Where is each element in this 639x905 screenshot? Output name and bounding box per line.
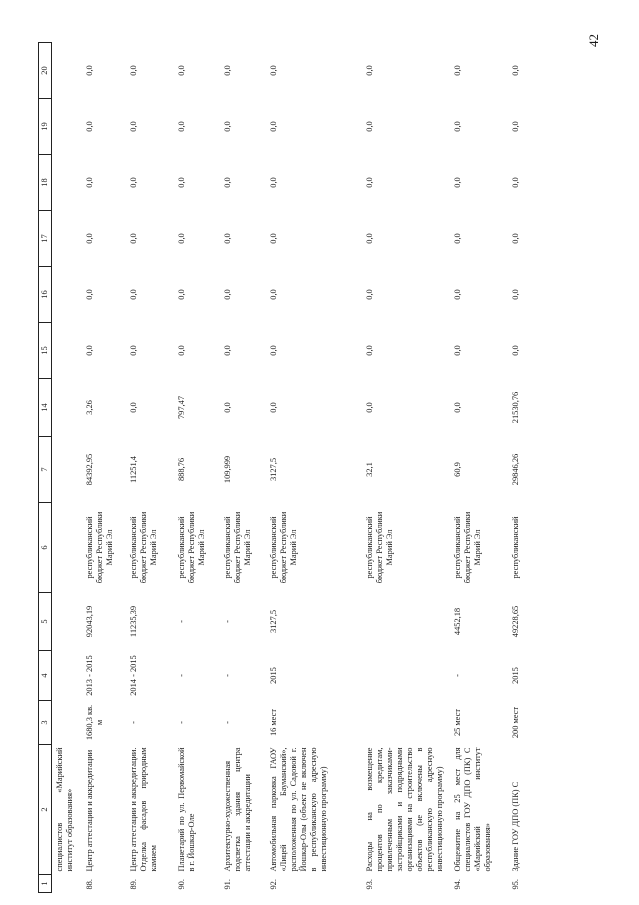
table-cell: 0,0: [223, 233, 232, 244]
table-cell: -: [223, 674, 232, 677]
table-cell: 0,0: [223, 65, 232, 76]
table-cell: республиканский бюджет Республики Марий Эл: [223, 511, 252, 584]
table-cell: республиканский бюджет Республики Марий Эл: [177, 511, 206, 584]
table-cell: 0,0: [511, 289, 520, 300]
table-cell: Расходы на возмещение процентов по кредитам, привлеченным заказчиками-застройщиками и подрядными организациями на строительство объектов (не включены в республиканскую адресную инвестиционную программу): [365, 747, 444, 872]
table-cell: 0,0: [511, 177, 520, 188]
table-cell: 0,0: [269, 177, 278, 188]
table-cell: [52, 323, 83, 379]
table-cell: [52, 99, 83, 155]
table-cell: республиканский бюджет Республики Марий Эл: [365, 511, 394, 584]
table-cell: 0,0: [85, 65, 94, 76]
table-cell: [52, 593, 83, 651]
table-cell: 93.: [365, 879, 374, 890]
table-cell: 0,0: [511, 121, 520, 132]
table-cell: 0,0: [223, 177, 232, 188]
table-cell: 0,0: [177, 233, 186, 244]
table-cell: 92043,19: [85, 605, 94, 638]
table-cell: 0,0: [223, 345, 232, 356]
table-cell: 0,0: [365, 121, 374, 132]
table-cell: 0,0: [453, 402, 462, 413]
table-cell: 0,0: [129, 233, 138, 244]
table-cell: 0,0: [365, 65, 374, 76]
column-header: 5: [39, 593, 52, 651]
table-cell: 0,0: [223, 121, 232, 132]
table-cell: 797,47: [177, 395, 186, 420]
table-cell: 21530,76: [511, 391, 520, 424]
table-cell: [362, 651, 450, 701]
table-cell: 3127,5: [269, 457, 278, 482]
table-cell: [52, 437, 83, 503]
table-cell: 0,0: [453, 177, 462, 188]
table-cell: 0,0: [365, 345, 374, 356]
table-cell: республиканский бюджет Республики Марий Эл: [85, 511, 114, 584]
table-cell: 29846,26: [511, 453, 520, 486]
table-cell: 91.: [223, 879, 232, 890]
table-cell: 0,0: [223, 289, 232, 300]
table-cell: 32,1: [365, 462, 374, 477]
column-header: 17: [39, 211, 52, 267]
table-cell: 4452,18: [453, 607, 462, 636]
table-cell: Центр аттестации и аккредитации: [85, 749, 94, 872]
table-row: [174, 43, 220, 893]
table-cell: 0,0: [511, 233, 520, 244]
table-cell: 0,0: [453, 233, 462, 244]
table-cell: 92.: [269, 879, 278, 890]
table-cell: 0,0: [365, 233, 374, 244]
table-cell: 3127,5: [269, 609, 278, 634]
table-cell: 0,0: [223, 402, 232, 413]
table-cell: 60,9: [453, 462, 462, 477]
table-cell: 90.: [177, 879, 186, 890]
column-header: 14: [39, 379, 52, 437]
page-number: 42: [586, 34, 601, 47]
table-cell: 0,0: [269, 289, 278, 300]
table-cell: 0,0: [85, 289, 94, 300]
table-cell: [52, 155, 83, 211]
column-header: 19: [39, 99, 52, 155]
table-cell: 0,0: [129, 289, 138, 300]
table-cell: 0,0: [453, 65, 462, 76]
table-cell: 84392,95: [85, 453, 94, 486]
column-header: 6: [39, 503, 52, 593]
table-cell: 0,0: [177, 345, 186, 356]
table-cell: -: [453, 674, 462, 677]
table-cell: 0,0: [85, 345, 94, 356]
table-row: [220, 43, 266, 893]
table-cell: республиканский: [511, 516, 520, 579]
table-cell: [52, 651, 83, 701]
table-cell: -: [129, 721, 138, 724]
table-row: [126, 43, 174, 893]
table-cell: Здание ГОУ ДПО (ПК) С: [511, 781, 520, 872]
table-cell: 11251,4: [129, 456, 138, 483]
table-cell: 0,0: [177, 121, 186, 132]
table-cell: 0,0: [85, 233, 94, 244]
table-cell: 0,0: [85, 177, 94, 188]
column-header: 2: [39, 745, 52, 875]
table-cell: [362, 593, 450, 651]
table-cell: 95.: [511, 879, 520, 890]
table-row: [266, 43, 362, 893]
table-cell: республиканский бюджет Республики Марий Эл: [453, 511, 482, 584]
table-cell: 25 мест: [453, 708, 462, 737]
table-cell: [362, 701, 450, 745]
table-cell: 2015: [269, 667, 278, 684]
column-header: 15: [39, 323, 52, 379]
table-cell: 89.: [129, 879, 138, 890]
table-cell: Автомобильная парковка ГАОУ «Лицей Бауманский», расположенная по ул. Садовой г. Йошкар-Олы (объект не включен в республиканскую адресную инвестиционную программу): [269, 747, 328, 872]
table-cell: специалистов «Марийский институт образования»: [55, 747, 74, 872]
table-cell: [52, 379, 83, 437]
table-cell: [52, 701, 83, 745]
table-cell: -: [177, 674, 186, 677]
column-header: 4: [39, 651, 52, 701]
table-row: [362, 43, 450, 893]
table-cell: 200 мест: [511, 706, 520, 739]
table-cell: [52, 503, 83, 593]
table-cell: Архитектурно-художественная подсветка здания центра аттестации и аккредитации: [223, 747, 252, 872]
table-cell: 2015: [511, 667, 520, 684]
table-cell: 0,0: [129, 345, 138, 356]
table-cell: 3,26: [85, 400, 94, 415]
table-cell: 16 мест: [269, 708, 278, 737]
table-cell: 0,0: [453, 121, 462, 132]
table-cell: 0,0: [365, 402, 374, 413]
table-row: [450, 43, 508, 893]
table-row: [52, 43, 83, 893]
table-cell: 0,0: [269, 345, 278, 356]
table-body: [39, 43, 531, 893]
table-cell: [52, 43, 83, 99]
table-cell: -: [223, 721, 232, 724]
table-cell: 109,999: [223, 455, 232, 484]
table-cell: Планетарий по ул. Первомайской в г. Йошкар-Оле: [177, 747, 196, 872]
table-cell: -: [177, 620, 186, 623]
table-cell: республиканский бюджет Республики Марий Эл: [269, 511, 298, 584]
table-row: [82, 43, 126, 893]
table-cell: 888,76: [177, 457, 186, 482]
table-cell: 0,0: [177, 177, 186, 188]
column-header: 16: [39, 267, 52, 323]
column-header: 3: [39, 701, 52, 745]
header-row: [39, 43, 52, 893]
table-cell: Центр аттестации и аккредитации. Отделка фасадов природным камнем: [129, 747, 158, 872]
table-cell: Общежитие на 25 мест для специалистов ГОУ ДПО (ПК) С «Марийский институт образования»: [453, 747, 492, 872]
table-cell: 88.: [85, 879, 94, 890]
budget-table: [38, 42, 530, 893]
table-cell: республиканский бюджет Республики Марий Эл: [129, 511, 158, 584]
table-cell: 0,0: [365, 289, 374, 300]
table-cell: 0,0: [177, 65, 186, 76]
table-cell: 0,0: [129, 65, 138, 76]
column-header: 1: [39, 875, 52, 893]
table-cell: 0,0: [129, 121, 138, 132]
table-cell: 11235,39: [129, 605, 138, 638]
table-cell: [52, 267, 83, 323]
column-header: 18: [39, 155, 52, 211]
table-cell: 0,0: [129, 402, 138, 413]
table-cell: 0,0: [177, 289, 186, 300]
table-cell: 94.: [453, 879, 462, 890]
table-cell: 0,0: [269, 65, 278, 76]
table-cell: -: [223, 620, 232, 623]
table-cell: 0,0: [269, 402, 278, 413]
table-cell: 2014 - 2015: [129, 655, 138, 696]
table-cell: 2013 - 2015: [85, 655, 94, 696]
table-cell: 0,0: [85, 121, 94, 132]
table-cell: [52, 875, 83, 893]
table-cell: [52, 211, 83, 267]
table-cell: 1680,3 кв. м: [85, 704, 104, 741]
table-cell: 0,0: [129, 177, 138, 188]
table-cell: 49228,65: [511, 605, 520, 638]
table-cell: 0,0: [453, 345, 462, 356]
table-cell: 0,0: [453, 289, 462, 300]
table-row: [508, 43, 530, 893]
table-cell: 0,0: [269, 121, 278, 132]
table-cell: 0,0: [511, 65, 520, 76]
table-cell: -: [177, 721, 186, 724]
column-header: 20: [39, 43, 52, 99]
table-cell: 0,0: [511, 345, 520, 356]
column-header: 7: [39, 437, 52, 503]
table-cell: 0,0: [365, 177, 374, 188]
table-cell: 0,0: [269, 233, 278, 244]
